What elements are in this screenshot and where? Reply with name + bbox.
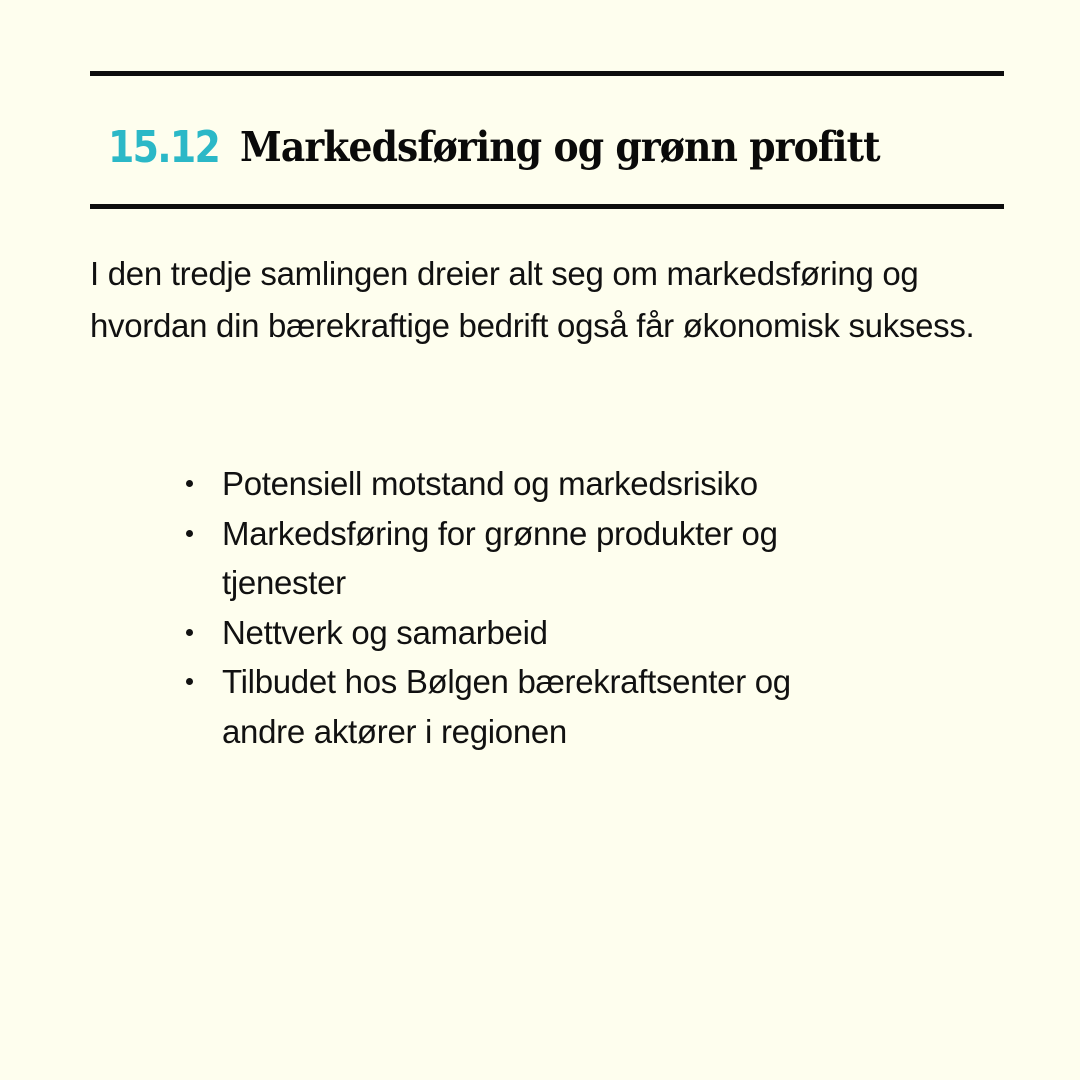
intro-paragraph: I den tredje samlingen dreier alt seg om markedsføring og hvordan din bærekraftige bedrift også får økonomisk suksess. [90, 255, 975, 344]
bullet-icon [186, 530, 193, 537]
bottom-divider [90, 204, 1004, 209]
section-header [108, 112, 935, 182]
bullet-icon [186, 629, 193, 636]
list-item [222, 608, 942, 658]
list-item [222, 657, 942, 756]
session-date: 15.12 [108, 121, 220, 173]
list-item-text: Markedsføring for grønne produkter og tjenester [222, 514, 778, 601]
section-title: Markedsføring og grønn profitt [240, 123, 880, 171]
list-item-text: Nettverk og samarbeid [222, 613, 548, 651]
top-divider [90, 71, 1004, 76]
bullet-icon [186, 678, 193, 685]
bullet-icon [186, 480, 193, 487]
list-item [222, 509, 942, 608]
list-item-text: Tilbudet hos Bølgen bærekraftsenter og andre aktører i regionen [222, 663, 791, 750]
list-item [222, 459, 942, 509]
topic-list [222, 459, 942, 756]
list-item-text: Potensiell motstand og markedsrisiko [222, 465, 758, 502]
